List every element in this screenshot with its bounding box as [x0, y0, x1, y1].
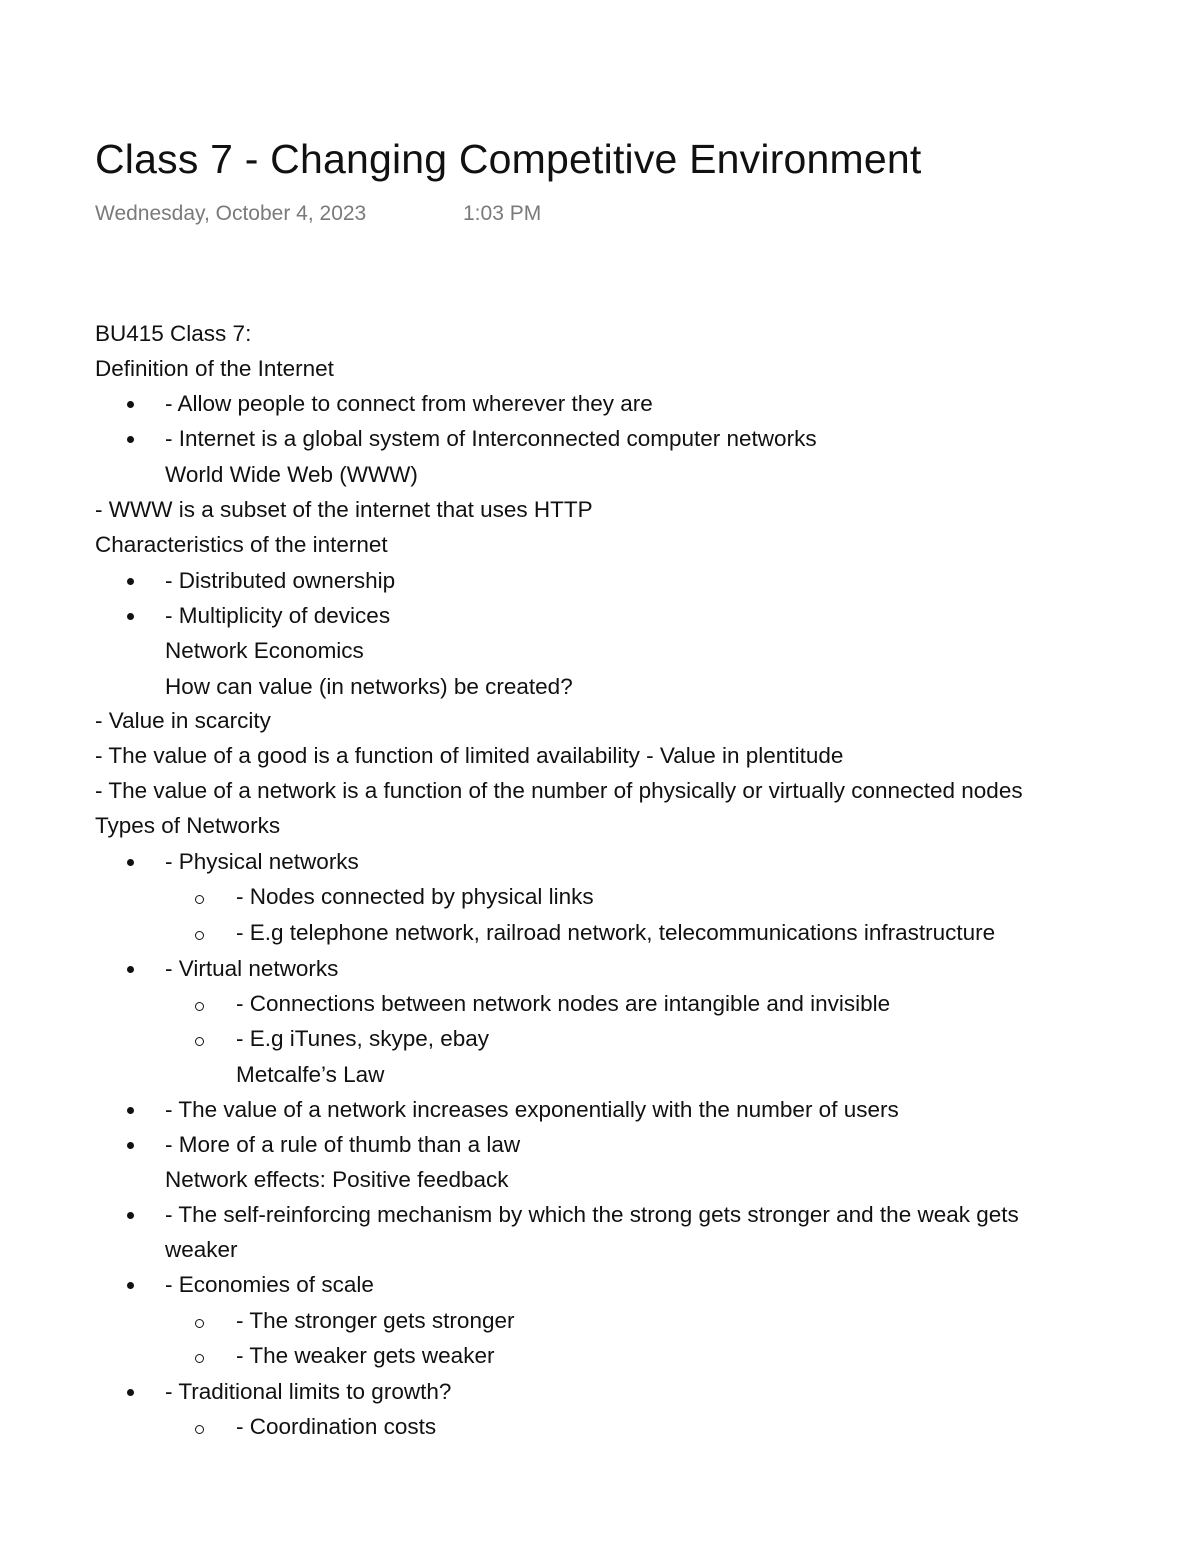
list-item: - The self-reinforcing mechanism by which the strong gets stronger and the weak gets	[165, 1202, 1019, 1227]
note-line: Network effects: Positive feedback	[165, 1167, 509, 1192]
sub-bullet-marker	[195, 1425, 204, 1434]
note-line: Definition of the Internet	[95, 356, 334, 381]
list-item: - Allow people to connect from wherever they are	[165, 391, 653, 416]
note-line: weaker	[165, 1237, 238, 1262]
note-line: Types of Networks	[95, 813, 281, 838]
bullet-marker	[127, 578, 134, 585]
sub-bullet-marker	[195, 931, 204, 940]
list-item: - Internet is a global system of Interconnected computer networks	[165, 426, 817, 451]
sub-bullet-marker	[195, 1002, 204, 1011]
note-line: Metcalfe’s Law	[236, 1062, 385, 1087]
note-line: - WWW is a subset of the internet that uses HTTP	[95, 497, 593, 522]
bullet-marker	[127, 859, 134, 866]
list-item: - More of a rule of thumb than a law	[165, 1132, 521, 1157]
list-item: - The weaker gets weaker	[236, 1343, 495, 1368]
note-date: Wednesday, October 4, 2023	[95, 202, 367, 225]
list-item: - Distributed ownership	[165, 568, 396, 593]
bullet-marker	[127, 436, 134, 443]
note-line: - The value of a network is a function of the number of physically or virtually connected nodes	[95, 778, 1023, 803]
list-item: - E.g iTunes, skype, ebay	[236, 1026, 490, 1051]
list-item: - Economies of scale	[165, 1272, 374, 1297]
sub-bullet-marker	[195, 1319, 204, 1328]
note-line: - The value of a good is a function of limited availability - Value in plentitude	[95, 743, 844, 768]
list-item: - The stronger gets stronger	[236, 1308, 515, 1333]
bullet-marker	[127, 966, 134, 973]
list-item: - The value of a network increases exponentially with the number of users	[165, 1097, 899, 1122]
bullet-marker	[127, 1389, 134, 1396]
list-item: - Multiplicity of devices	[165, 603, 391, 628]
note-line: World Wide Web (WWW)	[165, 462, 418, 487]
note-line: - Value in scarcity	[95, 708, 271, 733]
sub-bullet-marker	[195, 1354, 204, 1363]
sub-bullet-marker	[195, 895, 204, 904]
list-item: - Nodes connected by physical links	[236, 884, 594, 909]
note-line: Network Economics	[165, 638, 364, 663]
bullet-marker	[127, 1282, 134, 1289]
note-line: BU415 Class 7:	[95, 321, 252, 346]
bullet-marker	[127, 401, 134, 408]
page-title: Class 7 - Changing Competitive Environment	[95, 136, 922, 182]
bullet-marker	[127, 1107, 134, 1114]
note-line: Characteristics of the internet	[95, 532, 388, 557]
bullet-marker	[127, 613, 134, 620]
list-item: - Traditional limits to growth?	[165, 1379, 452, 1404]
bullet-marker	[127, 1212, 134, 1219]
sub-bullet-marker	[195, 1037, 204, 1046]
list-item: - E.g telephone network, railroad network, telecommunications infrastructure	[236, 920, 996, 945]
list-item: - Physical networks	[165, 849, 359, 874]
list-item: - Connections between network nodes are intangible and invisible	[236, 991, 891, 1016]
note-line: How can value (in networks) be created?	[165, 674, 573, 699]
list-item: - Coordination costs	[236, 1414, 437, 1439]
note-time: 1:03 PM	[463, 202, 542, 225]
list-item: - Virtual networks	[165, 956, 339, 981]
bullet-marker	[127, 1142, 134, 1149]
